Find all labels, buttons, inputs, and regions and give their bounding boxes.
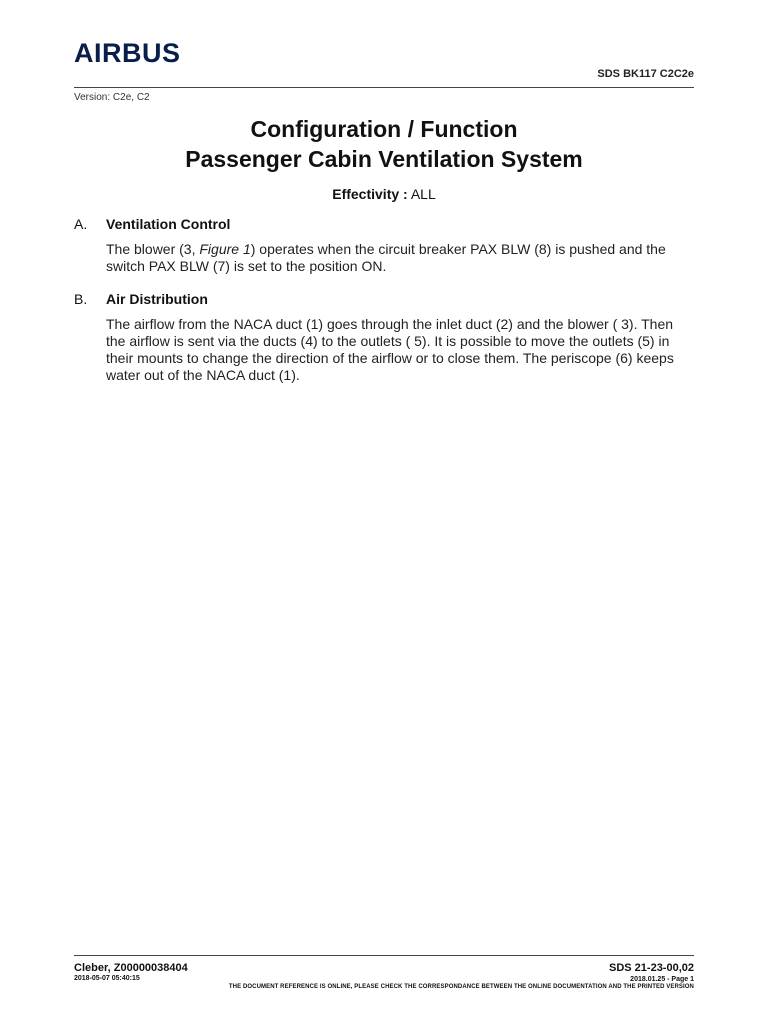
footer-divider [74, 955, 694, 956]
logo-text: AIRBUS [74, 38, 181, 66]
effectivity-label: Effectivity : [332, 186, 408, 202]
title-line-1: Configuration / Function [250, 116, 518, 142]
title-line-2: Passenger Cabin Ventilation System [185, 146, 583, 172]
header-divider [74, 87, 694, 88]
footer-page-info: 2018.01.25 - Page 1 [630, 976, 694, 983]
figure-reference-link[interactable]: Figure 1 [199, 241, 251, 257]
body-text-start: The blower (3, [106, 241, 200, 257]
section-body: The airflow from the NACA duct (1) goes through the inlet duct (2) and the blower ( 3). Then the airflow is sent via the ducts (4) to the outlets ( 5). It is possible to move the outlets (5) in their mounts to change the direction of the airflow or to close them. The periscope (6) keeps water out of the NACA duct (1). [106, 316, 674, 383]
airbus-logo [74, 38, 230, 66]
page-title [74, 114, 694, 174]
footer-timestamp: 2018-05-07 05:40:15 [74, 975, 140, 982]
airbus-logo-mark [74, 38, 230, 66]
section-heading: Ventilation Control [106, 216, 231, 232]
version-label: Version: C2e, C2 [74, 92, 150, 103]
section-heading: Air Distribution [106, 291, 208, 307]
document-code: SDS BK117 C2C2e [597, 68, 694, 80]
body-text-end: ) operates when the circuit breaker PAX BLW (8) is pushed and the switch PAX BLW (7) is set to the position ON. [106, 241, 666, 274]
footer-document-reference: SDS 21-23-00,02 [609, 962, 694, 974]
section-letter: B. [74, 291, 88, 307]
effectivity-line [74, 186, 694, 202]
section-body [106, 241, 694, 275]
section-ventilation-control [74, 216, 694, 286]
section-letter: A. [74, 216, 88, 232]
effectivity-value: ALL [410, 186, 436, 202]
footer-notice: THE DOCUMENT REFERENCE IS ONLINE, PLEASE CHECK THE CORRESPONDANCE BETWEEN THE ONLINE DOCUMENTATION AND THE PRINTED VERSION [228, 984, 694, 990]
footer-user: Cleber, Z00000038404 [74, 962, 188, 974]
section-air-distribution [74, 291, 694, 401]
